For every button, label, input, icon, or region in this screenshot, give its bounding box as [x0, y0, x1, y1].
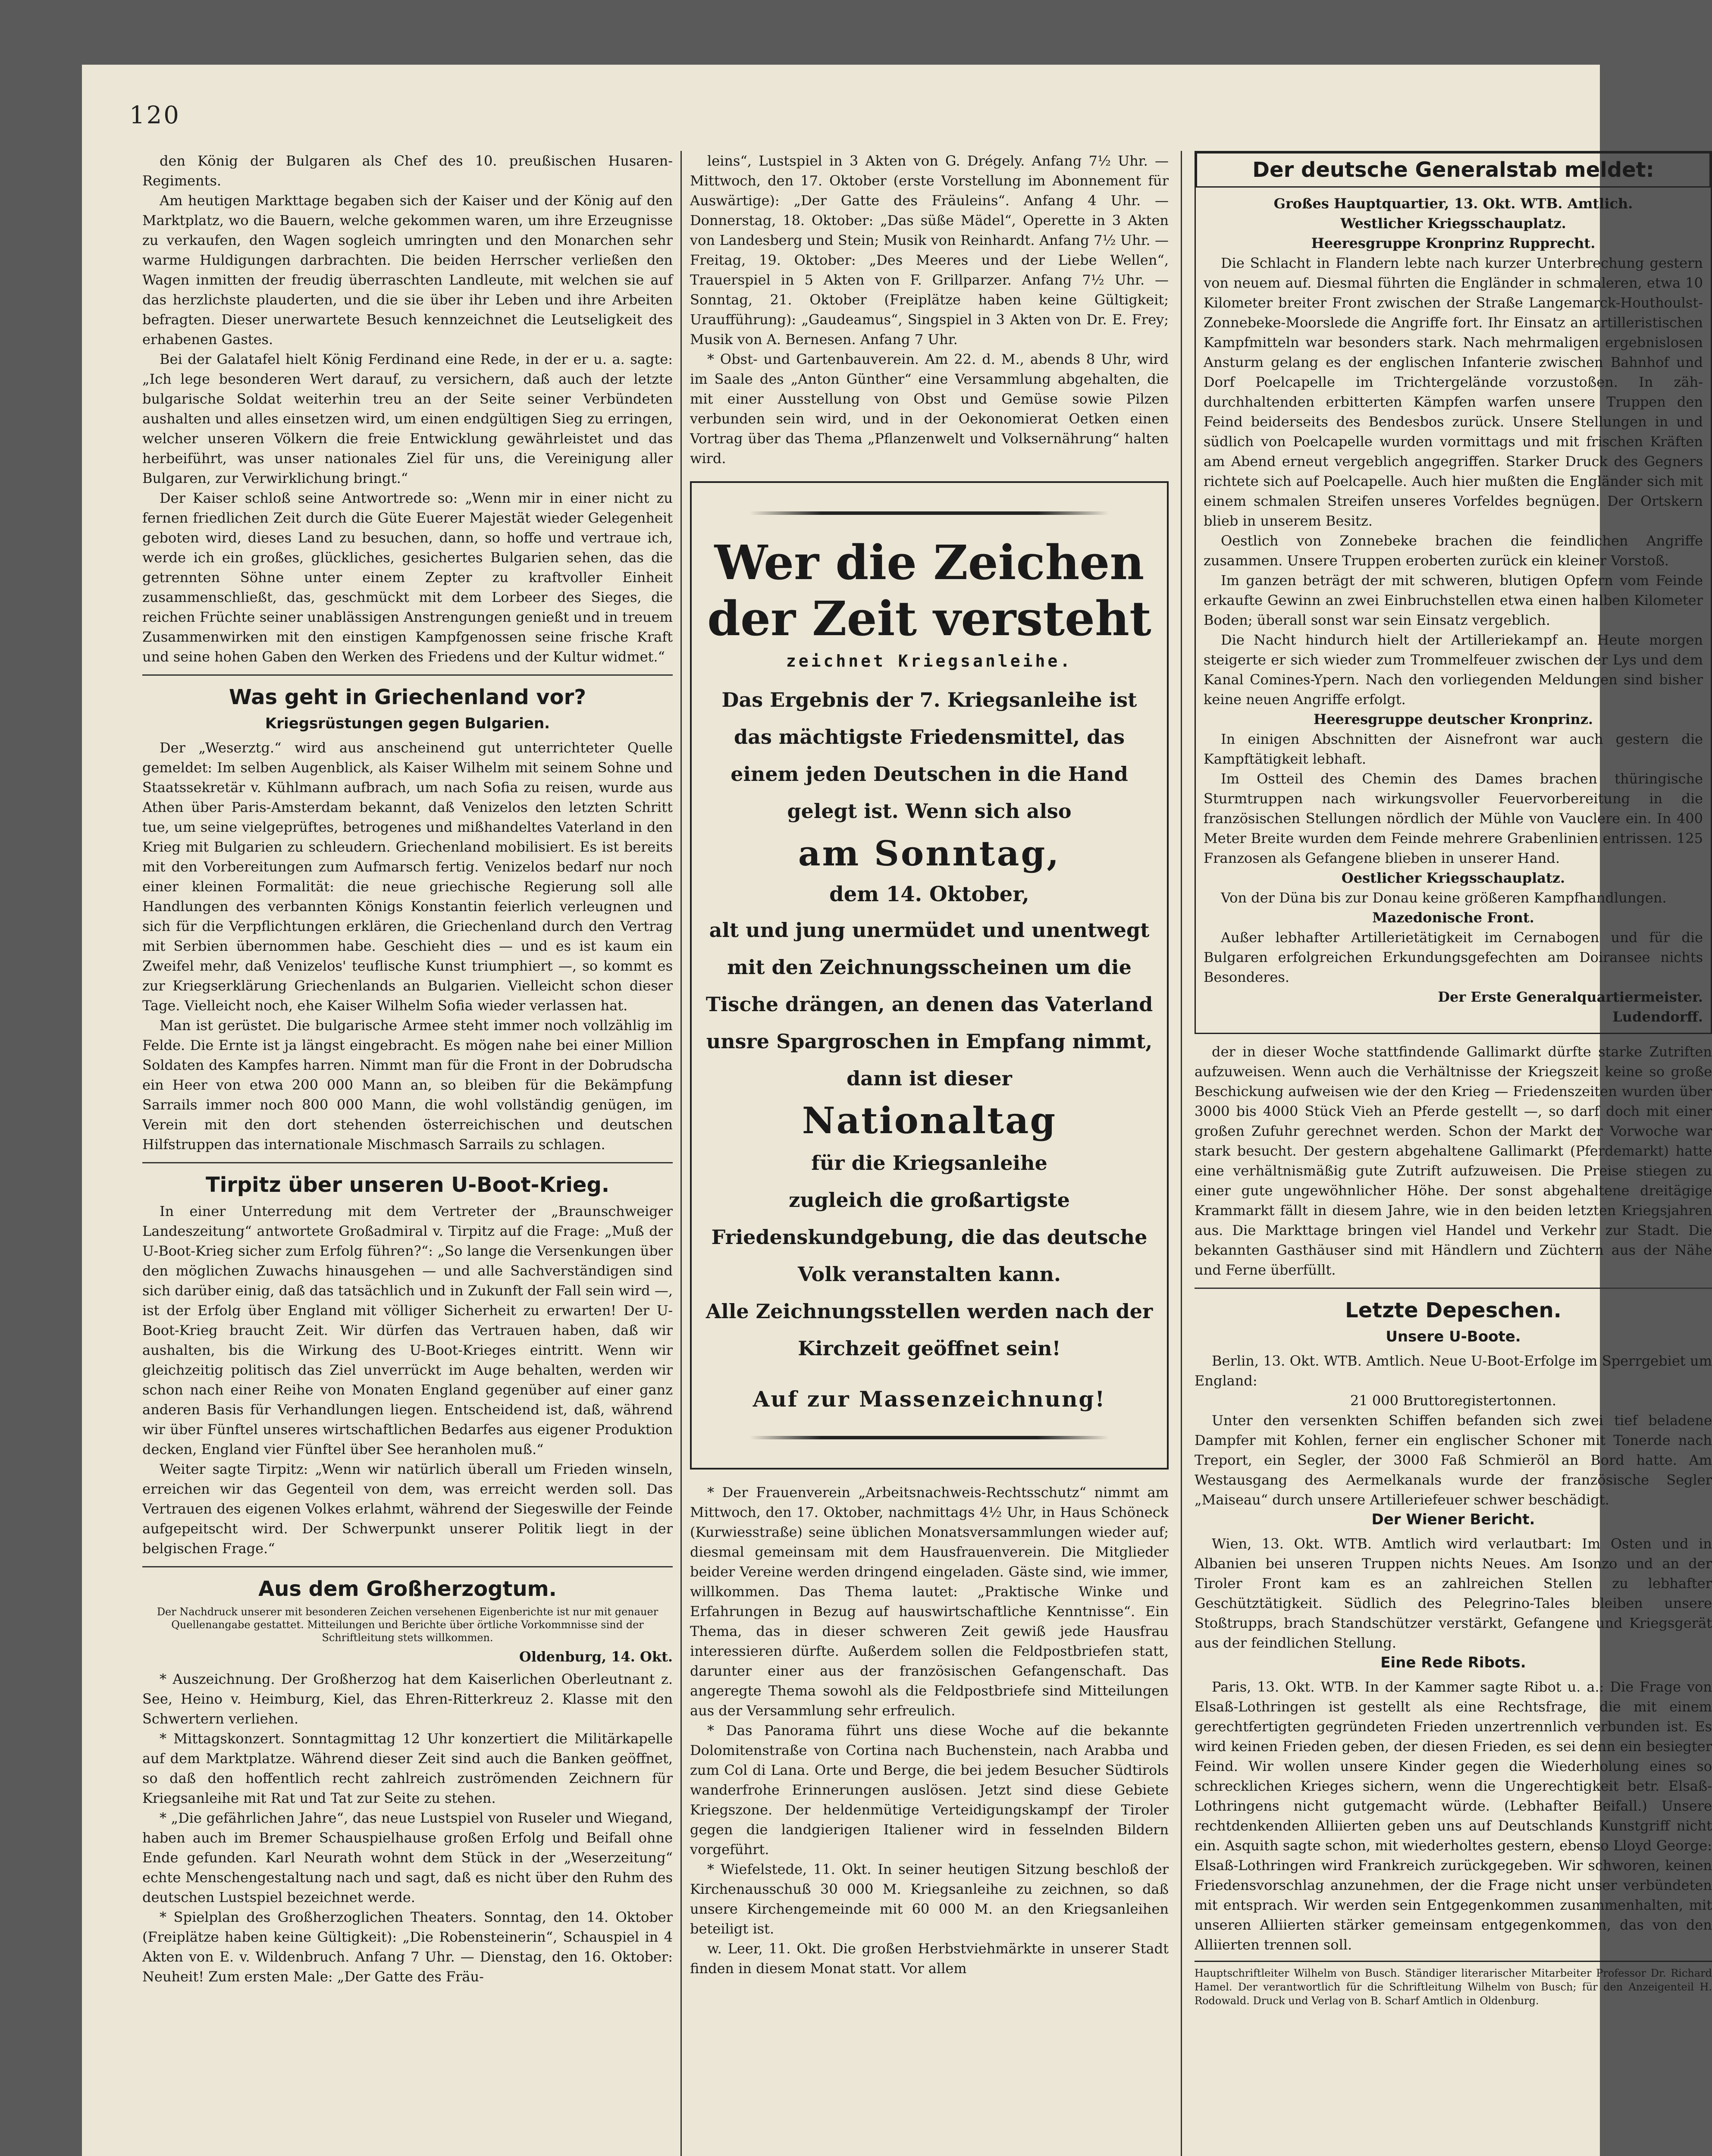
report-signature: Der Erste Generalquartiermeister.: [1438, 989, 1703, 1005]
article-paragraph: Weiter sagte Tirpitz: „Wenn wir natürlich überall um Frieden winseln, erreichen wir das Gegenteil von dem, was erreicht werden soll. Das Vertrauen des eigenen Volkes erlahmt, während der Siegeswille der Feinde aufgepeitscht wird. Der Schwerpunkt unserer Politik liegt in der belgischen Frage.“: [142, 1461, 673, 1557]
ad-subline: zeichnet Kriegsanleihe.: [786, 652, 1073, 671]
dispatch-paragraph: Berlin, 13. Okt. WTB. Amtlich. Neue U-Boot-Erfolge im Sperrgebiet um England:: [1195, 1353, 1712, 1389]
section-heading-depeschen: Letzte Depeschen.: [1345, 1298, 1561, 1322]
article-paragraph: Am heutigen Markttage begaben sich der Kaiser und der König auf den Marktplatz, wo die Bauern, welche gekommen waren, um ihre Erzeugnisse zu verkaufen, den Wagen sogleich umringten und den Monarchen sehr warme Huldigungen darbrachten. Die beiden Herrscher verließen den Wagen inmitten der freudig überraschten Landleute, mit welchen sie auf das herzlichste plauderten, und die sie über ihr Leben und ihre Arbeiten befragten. Dieser unerwartete Besuch kennzeichnet die Leutseligkeit des erhabenen Gastes.: [142, 192, 673, 348]
ornament-divider: [705, 1429, 1154, 1446]
article-paragraph: * Das Panorama führt uns diese Woche auf die bekannte Dolomitenstraße von Cortina nach Buchenstein, nach Arabba und zum Col di Lana. Orte und Berge, die bei jedem Besucher Südtirols wanderfrohe Erinnerungen auslösen. Jetzt sind diese Gebiete Kriegszone. Der heldenmütige Verteidigungskampf der Tiroler gegen die landgierigen Italiener wird in fesselnden Bildern vorgeführt.: [690, 1722, 1169, 1858]
dateline: Oldenburg, 14. Okt.: [519, 1648, 673, 1665]
article-subheading: Der Wiener Bericht.: [1371, 1511, 1535, 1528]
article-subheading: Eine Rede Ribots.: [1380, 1654, 1526, 1671]
section-divider: [142, 1162, 673, 1163]
article-paragraph: w. Leer, 11. Okt. Die großen Herbstviehmärkte in unserer Stadt finden in diesem Monat statt. Vor allem: [690, 1940, 1169, 1977]
generalstab-title: Der deutsche Generalstab meldet:: [1196, 152, 1711, 188]
ad-body-text: alt und jung unermüdet und unentwegt mit den Zeichnungsscheinen um die Tische drängen, an denen das Vaterland unsre Spargroschen in Empfang nimmt, dann ist dieser: [705, 918, 1153, 1090]
article-paragraph: Der Kaiser schloß seine Antwortrede so: „Wenn mir in einer nicht zu fernen friedlichen Zeit durch die Güte Euerer Majestät wieder Gelegenheit geboten wird, dieses Land zu besuchen, dann, so hoffe und vertraue ich, werde ich ein großes, glückliches, gesichertes Bulgarien sehen, das die getrennten Söhne unter einem Zepter zu kraftvoller Einheit zusammenschließt, das, geschmückt mit dem Lorbeer des Sieges, die reichen Früchte seiner unablässigen Anstrengungen genießt und in treuem Zusammenwirken mit den einstigen Kampfgenossen seine frische Kraft und seine hohen Gaben den Werken des Friedens und der Kultur widmet.“: [142, 490, 673, 665]
article-paragraph: * Auszeichnung. Der Großherzog hat dem Kaiserlichen Oberleutnant z. See, Heino v. Heimburg, Kiel, das Ehren-Ritterkreuz 2. Klasse mit den Schwertern verliehen.: [142, 1671, 673, 1727]
report-paragraph: Die Nacht hindurch hielt der Artilleriekampf an. Heute morgen steigerte er sich wieder zum Trommelfeuer zwischen der Lys und dem Kanal Comines-Ypern. Nach den vorliegenden Meldungen sind bisher keine neuen Angriffe erfolgt.: [1204, 632, 1703, 708]
article-subheading: Unsere U-Boote.: [1386, 1328, 1521, 1345]
report-paragraph: Im ganzen beträgt der mit schweren, blutigen Opfern vom Feinde erkaufte Gewinn an zwei Einbruchstellen etwa einen halben Kilometer Boden; überall sonst war sein Einsatz vergeblich.: [1204, 572, 1703, 628]
article-heading-griechenland: Was geht in Griechenland vor?: [229, 685, 586, 709]
tonnage-figure: 21 000 Bruttoregistertonnen.: [1350, 1392, 1557, 1409]
war-bond-advertisement: [690, 481, 1169, 1470]
report-subheading: Heeresgruppe deutscher Kronprinz.: [1313, 711, 1593, 727]
ad-body-text: zugleich die großartigste Friedenskundgebung, die das deutsche Volk veranstalten kann.: [711, 1188, 1148, 1286]
article-heading-tirpitz: Tirpitz über unseren U-Boot-Krieg.: [205, 1173, 610, 1197]
ad-body-text: für die Kriegsanleihe: [811, 1151, 1047, 1175]
column-right: [1195, 151, 1712, 2008]
report-subheading: Mazedonische Front.: [1372, 909, 1534, 926]
ad-closing-call: Auf zur Massenzeichnung!: [753, 1386, 1106, 1412]
report-subheading: Oestlicher Kriegsschauplatz.: [1341, 870, 1565, 886]
article-paragraph: Bei der Galatafel hielt König Ferdinand eine Rede, in der er u. a. sagte: „Ich lege besonderen Wert darauf, zu versichern, daß auch der letzte bulgarische Soldat weiterhin treu an der Seite seiner Verbündeten aushalten und alles einsetzen wird, um einen endgültigen Sieg zu erringen, welcher unseren Völkern die freie Entwicklung gewährleistet und das herbeiführt, was unser nationales Ziel für uns, die Vereinigung aller Bulgaren, zur Verwirklichung bringt.“: [142, 351, 673, 486]
imprint-note: Hauptschriftleiter Wilhelm von Busch. Ständiger literarischer Mitarbeiter Professor Dr. Richard Hamel. Der verantwortlich für die Schriftleitung Wilhelm von Busch; für den Anzeigenteil H. Rodowald. Druck und Verlag von B. Scharf Amtlich in Oldenburg.: [1195, 1961, 1712, 2008]
ad-body-text: Das Ergebnis der 7. Kriegsanleihe ist das mächtigste Friedensmittel, das einem jeden Deutschen in die Hand gelegt ist. Wenn sich also: [721, 688, 1137, 823]
dispatch-paragraph: Paris, 13. Okt. WTB. In der Kammer sagte Ribot u. a.: Die Frage von Elsaß-Lothringen ist gestellt als eine Rechtsfrage, die mit einem gerechtfertigten gegründeten Frieden unzertrennlich verbunden ist. Es wird keinen Frieden geben, der diesen Frieden, es sei denn ein besiegter Feind. Wir wollen unsere Kinder gegen die Wiederholung eines so schrecklichen Krieges sichern, wenn die Ungerechtigkeit betr. Elsaß-Lothringens nicht gutgemacht würde. (Lebhafter Beifall.) Unsere rechtdenkenden Alliierten geben uns auf Deutschlands Kunstgriff nicht ein. Asquith sagte schon, mit wiederholtes gestern, ebenso Lloyd George: Elsaß-Lothringen wird Frankreich zurückgegeben. Wir schworen, keinen Friedensvorschlag anzunehmen, der die Frage nicht unser verbündeten mit entsprach. Wir werden sein Entgegenkommen zusammenhalten, mit unseren Alliierten stärker gemeinsam entgegenkommen, das von den Alliierten trennen soll.: [1195, 1679, 1712, 1953]
page-number: 120: [129, 101, 181, 129]
article-paragraph: * Mittagskonzert. Sonntagmittag 12 Uhr konzertiert die Militärkapelle auf dem Marktplatze. Während dieser Zeit sind auch die Banken geöffnet, so daß den hoffentlich recht zahlreich zuströmenden Zeichnern für Kriegsanleihe mit Rat und Tat zur Seite zu stehen.: [142, 1730, 673, 1806]
ad-sunday: am Sonntag,: [798, 833, 1061, 874]
column-divider: [680, 151, 682, 2156]
column-middle: [690, 151, 1169, 1978]
report-paragraph: Außer lebhafter Artillerietätigkeit im Cernabogen und für die Bulgaren erfolgreichen Erkundungsgefechten am Doiransee nichts Besonderes.: [1204, 929, 1703, 985]
article-paragraph: * Spielplan des Großherzoglichen Theaters. Sonntag, den 14. Oktober (Freiplätze haben keine Gültigkeit): „Die Robensteinerin“, Schauspiel in 4 Akten von E. v. Wildenbruch. Anfang 7 Uhr. — Dienstag, den 16. Oktober: Neuheit! Zum ersten Male: „Der Gatte des Fräu-: [142, 1909, 673, 1985]
article-paragraph: * „Die gefährlichen Jahre“, das neue Lustspiel von Ruseler und Wiegand, haben auch im Bremer Schauspielhause großen Erfolg und Beifall ohne Ende gefunden. Karl Neurath wohnt dem Stück in der „Weserzeitung“ echte Menschengestaltung nach und sagt, daß es nicht über den Ruhm des deutschen Lustspiel bezeichnet werde.: [142, 1810, 673, 1905]
article-paragraph: den König der Bulgaren als Chef des 10. preußischen Husaren-Regiments.: [142, 153, 673, 189]
dateline: Großes Hauptquartier, 13. Okt. WTB. Amtlich.: [1273, 195, 1633, 212]
article-paragraph: * Der Frauenverein „Arbeitsnachweis-Rechtsschutz“ nimmt am Mittwoch, den 17. Oktober, nachmittags 4½ Uhr, in Haus Schöneck (Kurwiesstraße) seine üblichen Monatsversammlungen wieder auf; diesmal gemeinsam mit dem Hausfrauenverein. Die Mitglieder beider Vereine werden dringend eingeladen. Gäste sind, wie immer, willkommen. Das Thema lautet: „Praktische Winke und Erfahrungen in Bezug auf hauswirtschaftliche Kenntnisse“. Ein Thema, das in dieser schweren Zeit gewiß jede Hausfrau interessieren dürfte. Außerdem sollen die Feldpostbriefen statt, darunter einer aus der französischen Gefangenschaft. Das angeregte Thema sowohl als die Feldpostbriefe sind Mitteilungen aus der Versammlung sehr erfreulich.: [690, 1484, 1169, 1719]
section-divider: [1195, 1288, 1712, 1289]
article-paragraph: * Wiefelstede, 11. Okt. In seiner heutigen Sitzung beschloß der Kirchenausschuß 30 000 M. Kriegsanleihe zu zeichnen, so daß unsere Kirchengemeinde mit 60 000 M. an den Kriegsanleihen beteiligt ist.: [690, 1861, 1169, 1937]
newspaper-page: [82, 65, 1712, 2156]
article-paragraph: Der „Weserztg.“ wird aus anscheinend gut unterrichteter Quelle gemeldet: Im selben Augenblick, als Kaiser Wilhelm mit seinem Sohne und Staatssekretär v. Kühlmann aufbrach, um nach Sofia zu reisen, wurde aus Athen über Paris-Amsterdam bekannt, daß Venizelos den letzten Schritt tue, um seine vielgeprüftes, betrogenes und mißhandeltes Vaterland in den Krieg mit Bulgarien zu schleudern. Griechenland mobilisiert. Es ist bereits mit den Vorbereitungen zum Aufmarsch fertig. Venizelos bedarf nur noch einer kleinen Formalität: die neue griechische Regierung soll alle Handlungen des verbannten Königs Konstantin feierlich verleugnen und sich für die Verpflichtungen erklären, die Griechenland durch den Vertrag mit Serbien übernommen habe. Geschieht dies — und es ist kaum ein Zweifel mehr, daß Venizelos' teuflische Kunst triumphiert —, so kommt es zur Kriegserklärung Griechenlands an Bulgarien. Vielleicht schon dieser Tage. Vielleicht noch, ehe Kaiser Wilhelm Sofia wieder verlassen hat.: [142, 740, 673, 1014]
report-paragraph: Oestlich von Zonnebeke brachen die feindlichen Angriffe zusammen. Unsere Truppen eroberten zurück ein kleiner Vorstoß.: [1204, 533, 1703, 569]
report-paragraph: Die Schlacht in Flandern lebte nach kurzer Unterbrechung gestern von neuem auf. Diesmal führten die Engländer in schmaleren, etwa 10 Kilometer breiter Front zwischen der Straße Langemarck-Houthoulst-Zonnebeke-Moorslede die Angriffe fort. Ihr Einsatz an artilleristischen Kampfmitteln war besonders stark. Nach mehrmaligen ergebnislosen Ansturm gelang es der englischen Infanterie zwischen Bahnhof und Dorf Poelcapelle im Trichtergelände vorzustoßen. In zäh-durchhaltenden erbitterten Kämpfen warfen unsere Truppen den Feind beiderseits des Bendesbos zurück. Unsere Stellungen in und südlich von Poelcapelle wurden vormittags und mit frischen Kräften am Abend erneut vergeblich angegriffen. Starker Druck des Gegners richtete sich auf Poelcapelle. Auch hier mußten die Engländer sich mit einem schmalen Streifen unseres Vorfeldes begnügen. Der Ortskern blieb in unserem Besitz.: [1204, 255, 1703, 529]
ad-body-text: Alle Zeichnungsstellen werden nach der Kirchzeit geöffnet sein!: [705, 1300, 1153, 1360]
article-paragraph: Man ist gerüstet. Die bulgarische Armee steht immer noch vollzählig im Felde. Die Ernte ist ja längst eingebracht. Es mögen nahe bei einer Million Soldaten des Kampfes harren. Nimmt man für die Front in der Dobrudscha ein Heer von etwa 200 000 Mann an, so bleiben für die Bekämpfung Sarrails immer noch 800 000 Mann, die wohl vollständig genügen, im Verein mit den dort stehenden österreichischen und deutschen Hilfstruppen das internationale Mischmasch Sarrails zu schlagen.: [142, 1017, 673, 1153]
ad-headline: [705, 535, 1154, 647]
article-paragraph: * Obst- und Gartenbauverein. Am 22. d. M., abends 8 Uhr, wird im Saale des „Anton Günther“ eine Versammlung abgehalten, die mit einer Ausstellung von Obst und Gemüse sowie Pilzen verbunden sein wird, und in der Oekonomierat Oetken einen Vortrag über das Thema „Pflanzenwelt und Volksernährung“ halten wird.: [690, 351, 1169, 467]
report-paragraph: Von der Düna bis zur Donau keine größeren Kampfhandlungen.: [1221, 890, 1667, 906]
ad-headline-line: Wer die Zeichen: [714, 535, 1144, 590]
report-paragraph: In einigen Abschnitten der Aisnefront war auch gestern die Kampftätigkeit lebhaft.: [1204, 731, 1703, 767]
ad-date: dem 14. Oktober,: [829, 882, 1029, 906]
ornament-divider: [705, 505, 1154, 522]
article-paragraph: In einer Unterredung mit dem Vertreter der „Braunschweiger Landeszeitung“ antwortete Großadmiral v. Tirpitz auf die Frage: „Muß der U-Boot-Krieg sicher zum Erfolg führen?“: „So lange die Versenkungen über den möglichen Zuwachs hinausgehen — und alle Sachverständigen sind sich darüber einig, daß das tatsächlich und in Zukunft der Fall sein wird —, ist der Erfolg über England mit völliger Sicherheit zu erwarten! Der U-Boot-Krieg braucht Zeit. Wir dürfen das Vertrauen haben, daß wir aushalten, bis die Wirkung des U-Boot-Krieges eintritt. Wenn wir gleichzeitig politisch das Ziel unverrückt im Auge behalten, werden wir schon nach einer Reihe von Monaten England gegenüber auf einer ganz anderen Basis für Verhandlungen liegen. Entscheidend ist, daß, während wir über Fünftel unseres wirtschaftlichen Bedarfes aus eigener Produktion decken, England vier Fünftel über See heranholen muß.“: [142, 1203, 673, 1457]
ad-nationaltag: Nationaltag: [802, 1099, 1057, 1142]
column-divider: [1181, 151, 1182, 2156]
section-divider: [142, 1566, 673, 1567]
dispatch-paragraph: Wien, 13. Okt. WTB. Amtlich wird verlautbart: Im Osten und in Albanien bei unseren Truppen nichts Neues. Am Isonzo und an der Tiroler Front kam es an zahlreichen Stellen zu lebhafter Geschütztätigkeit. Südlich des Pelegrino-Tales bleiben unsere Stoßtrupps, brach Standschützer verstärkt, Gefangene und Kriegsgerät aus der feindlichen Stellung.: [1195, 1536, 1712, 1651]
report-signature-name: Ludendorff.: [1612, 1009, 1703, 1025]
report-subheading: Westlicher Kriegsschauplatz.: [1340, 215, 1566, 232]
article-paragraph: leins“, Lustspiel in 3 Akten von G. Drégely. Anfang 7½ Uhr. — Mittwoch, den 17. Oktober (erste Vorstellung im Abonnement für Auswärtige): „Der Gatte des Fräuleins“. Anfang 4 Uhr. — Donnerstag, 18. Oktober: „Das süße Mädel“, Operette in 3 Akten von Landesberg und Stein; Musik von Reinhardt. Anfang 7½ Uhr. — Freitag, 19. Oktober: „Des Meeres und der Liebe Wellen“, Trauerspiel in 5 Akten von F. Grillparzer. Anfang 7½ Uhr. — Sonntag, 21. Oktober (Freiplätze haben keine Gültigkeit; Uraufführung): „Gaudeamus“, Singspiel in 3 Akten von Dr. E. Frey; Musik von A. Bernesen. Anfang 7 Uhr.: [690, 153, 1169, 348]
generalstab-report-box: [1195, 151, 1712, 1034]
article-subheading: Kriegsrüstungen gegen Bulgarien.: [265, 715, 550, 732]
reprint-note: Der Nachdruck unserer mit besonderen Zeichen versehenen Eigenberichte ist nur mit genauer Quellenangabe gestattet. Mitteilungen und Berichte über örtliche Vorkommnisse sind der Schriftleitung stets willkommen.: [157, 1606, 658, 1644]
section-heading-grossherzogtum: Aus dem Großherzogtum.: [258, 1577, 557, 1601]
article-paragraph: der in dieser Woche stattfindende Gallimarkt dürfte starke Zutriften aufzuweisen. Wenn auch die Verhältnisse der Kriegszeit keine so große Beschickung aufweisen wie der den Krieg — Friedenszeiten wurden über 3000 bis 4000 Stück Vieh an Pferde gestellt —, so darf doch mit einer großen Zufuhr gerechnet werden. Schon der Markt der Vorwoche war stark besucht. Der gestern abgehaltene Gallimarkt (Pferdemarkt) hatte eine verhältnismäßig gute Zutrift aufzuweisen. Die Preise stiegen zu einer gute ungewöhnlicher Höhe. Der sonst abgehaltene dreitägige Krammarkt fällt in diesem Jahre, wie in den beiden letzten Kriegsjahren aus. Die Markttage bringen viel Handel und Verkehr zur Stadt. Die bekannten Gasthäuser sind mit Händlern und Züchtern aus der Nähe und Ferne überfüllt.: [1195, 1044, 1712, 1278]
dispatch-paragraph: Unter den versenkten Schiffen befanden sich zwei tief beladene Dampfer mit Kohlen, ferner ein englischer Schoner mit Tonerde nach Treport, ein Segler, der 3000 Faß Schmieröl an Bord hatte. Am Westausgang des Aermelkanals wurde der französische Segler „Maiseau“ durch unsere Artilleriefeuer schwer beschädigt.: [1195, 1412, 1712, 1508]
report-paragraph: Im Ostteil des Chemin des Dames brachen thüringische Sturmtruppen nach wirkungsvoller Feuervorbereitung in die französischen Stellungen nördlich der Mühle von Vauclere ein. In 400 Meter Breite wurden dem Feinde mehrere Grabenlinien entrissen. 125 Franzosen als Gefangene blieben in unserer Hand.: [1204, 771, 1703, 866]
column-left: [142, 151, 673, 1987]
section-divider: [142, 674, 673, 676]
ad-headline-line: der Zeit versteht: [707, 591, 1151, 646]
report-subheading: Heeresgruppe Kronprinz Rupprecht.: [1311, 235, 1596, 251]
